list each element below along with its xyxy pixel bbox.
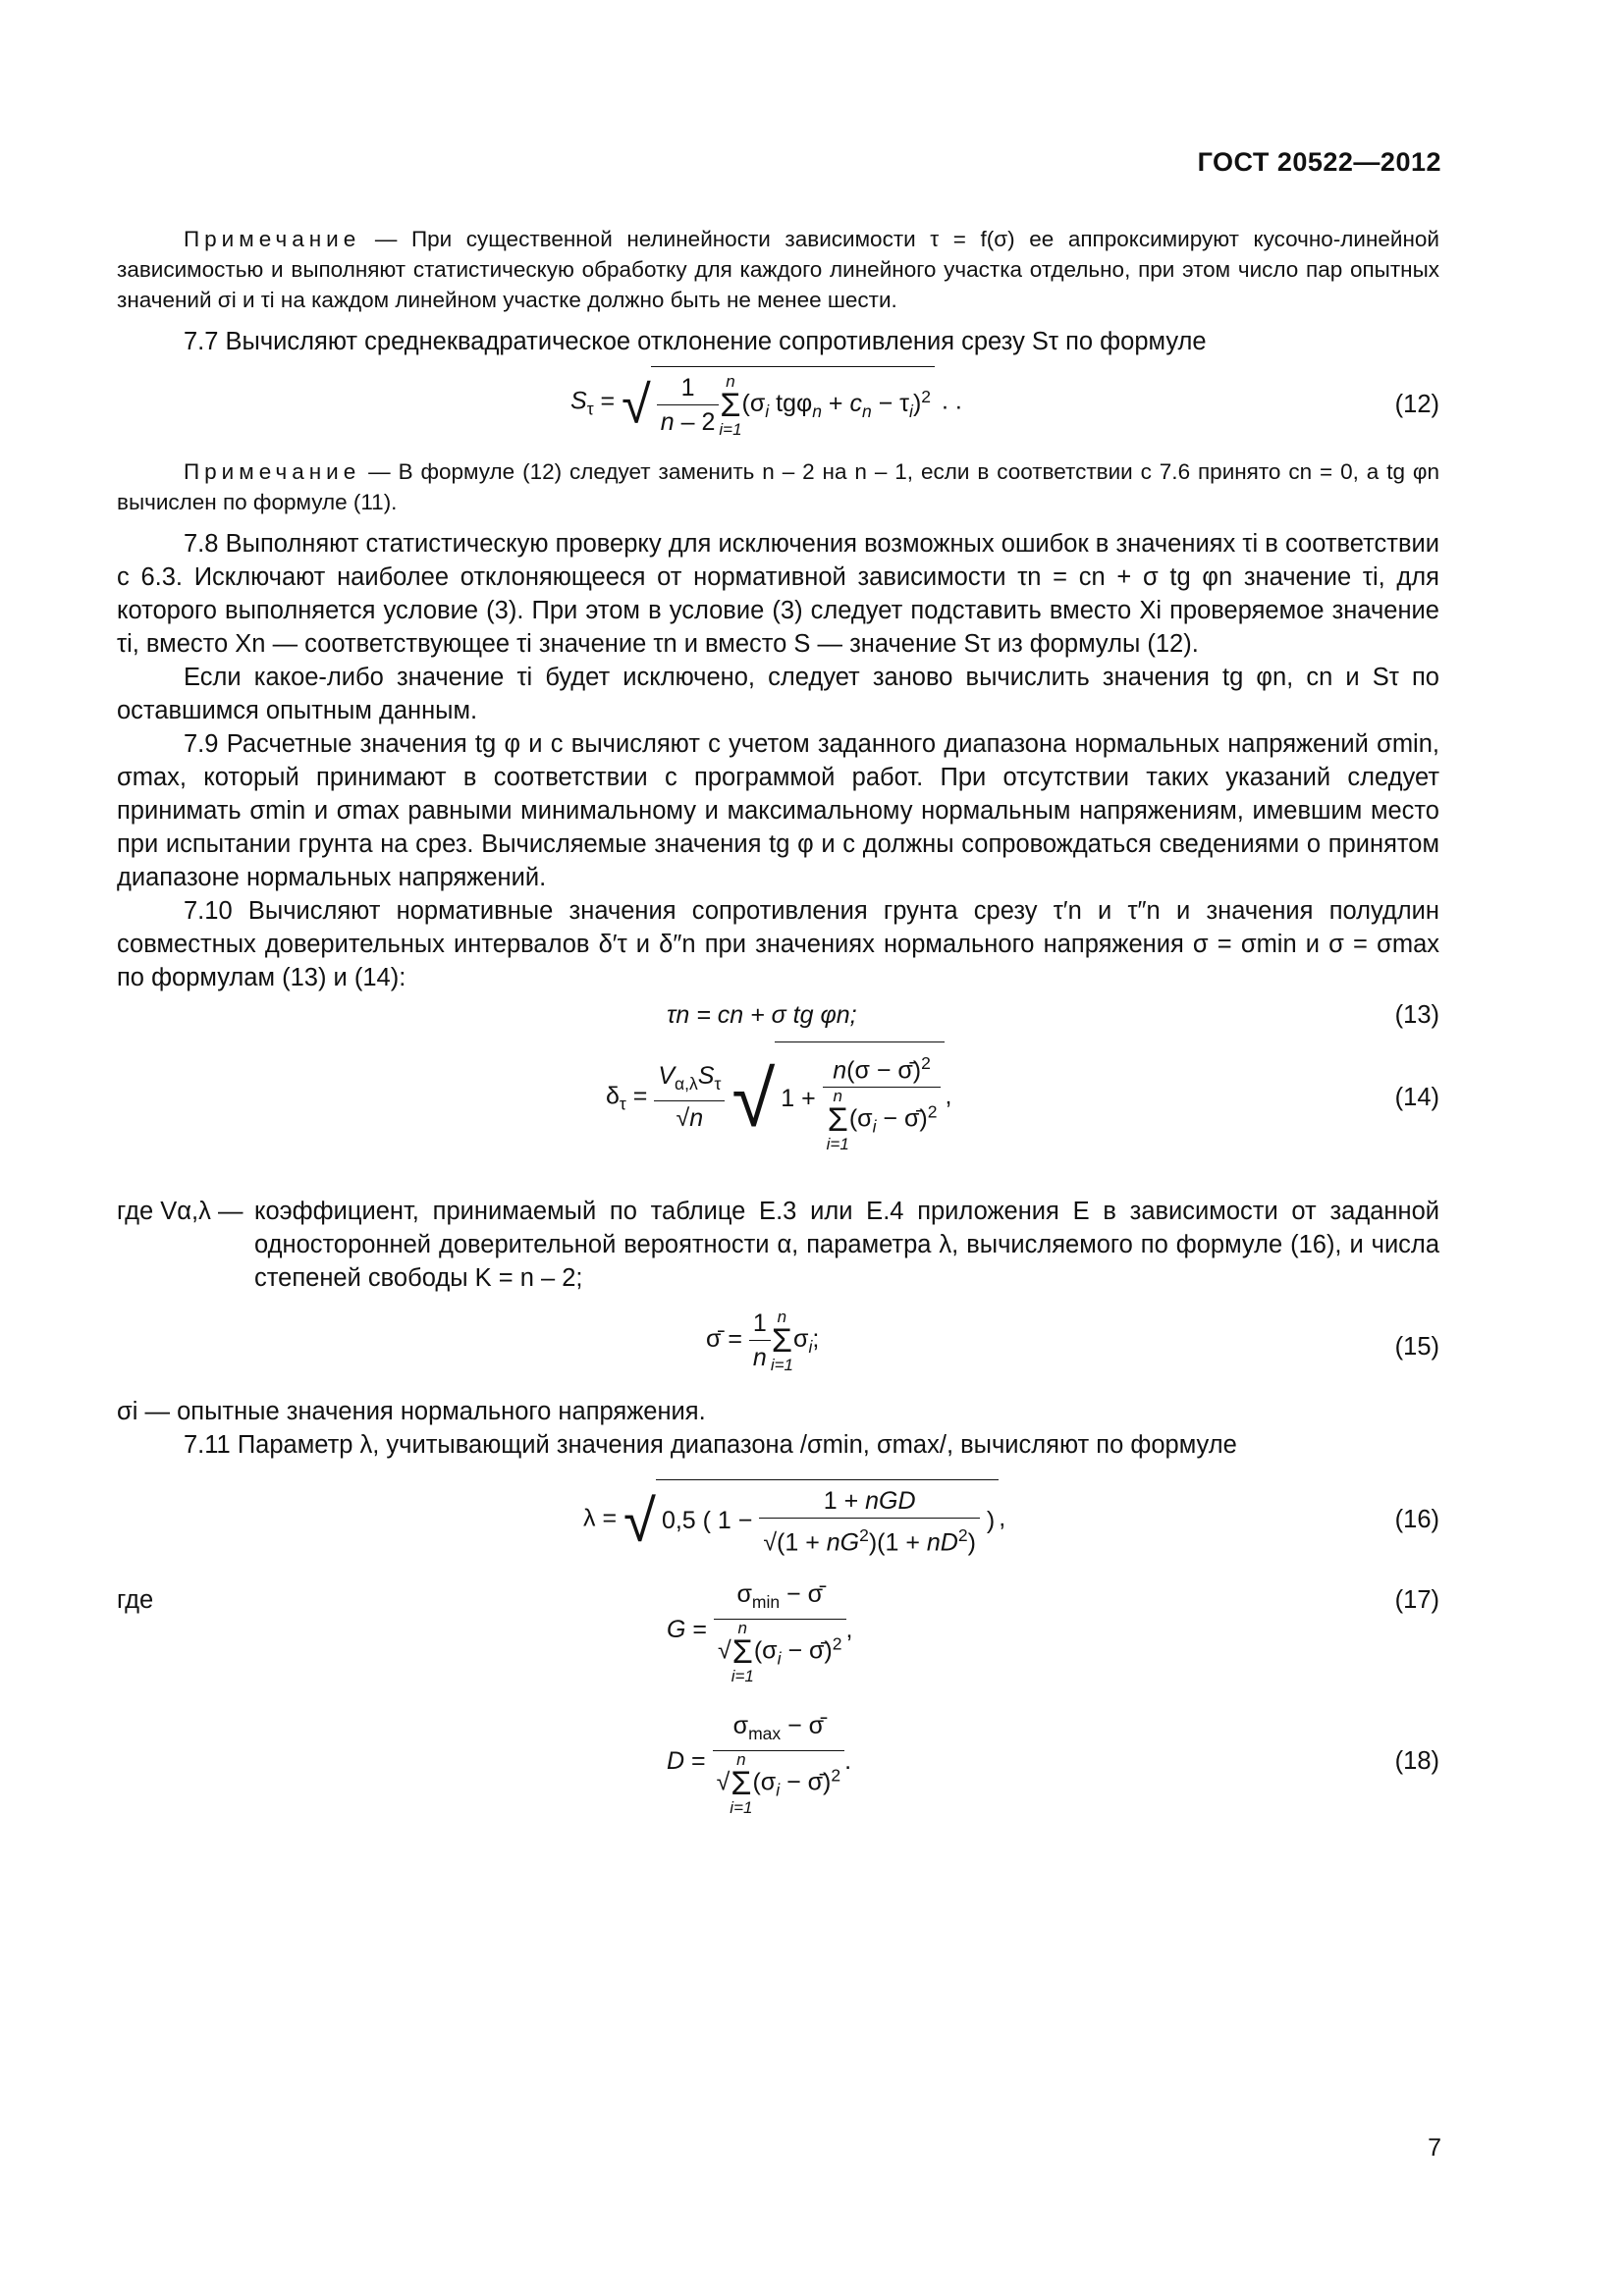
formula-12 [117, 358, 1439, 456]
formula-13-expr: τn = cn + σ tg φn; [667, 1001, 857, 1029]
where-term: где Vα,λ — [117, 1198, 244, 1225]
note-2 [117, 456, 1439, 517]
formula-18-expr: D = $\sigma_{max}$ − σ̄ √ n Σ i=1 ($\sigma_i$ − σ̄)$^2$ . [667, 1709, 851, 1816]
formula-18 [117, 1709, 1439, 1835]
note-2-text: — В формуле (12) следует заменить n – 2 на n – 1, если в соответствии с 7.6 принято cn = 0, а tg φn вычислен по формуле (11). [117, 459, 1439, 514]
formula-17 [117, 1577, 1439, 1703]
section-7-8-p1: 7.8 Выполняют статистическую проверку для исключения возможных ошибок в значениях τi в соответствии с 6.3. Исключают наиболее отклоняющееся от нормативной зависимости τn = cn + σ tg φn значение τi, для которого выполняется условие (3). При этом в условие (3) следует подставить вместо Xi проверяемое значение τi, вместо Xn — соответствующее τi значение τn и вместо S — значение Sτ из формулы (12). [117, 530, 1439, 658]
document-id: ГОСТ 20522—2012 [1197, 147, 1441, 177]
formula-13 [117, 994, 1439, 1038]
where-label: где [117, 1586, 154, 1614]
formula-16 [117, 1469, 1439, 1577]
note-label: Примечание [184, 459, 361, 484]
formula-18-number: (18) [1394, 1747, 1439, 1775]
formula-14 [117, 1038, 1439, 1181]
formula-15-number: (15) [1394, 1333, 1439, 1361]
formula-14-expr: $\delta_\tau$ = $\frac{V_{\alpha,\lambda}S_\tau}{√n}$ √ 1 + n(σ − σ̄)$^2$ n Σ i=1 ($\sigma_i$ − σ̄)$^2$ , [606, 1041, 951, 1152]
section-7-7: 7.7 Вычисляют среднеквадратическое отклонение сопротивления срезу Sτ по формуле [184, 328, 1207, 355]
formula-17-number: (17) [1394, 1586, 1439, 1614]
page-body [117, 224, 1439, 1835]
formula-12-number: (12) [1394, 391, 1439, 418]
formula-13-number: (13) [1394, 1001, 1439, 1029]
formula-16-expr: λ = √ 0,5 ( 1 − $\frac{\text{1 + nGD}}{√(1 + nG^2)(1 + nD^2)}$ ) , [583, 1479, 1005, 1559]
formula-15-expr: σ̄ = $\frac{1}{n}$ n Σ i=1 $\sigma_i$; [706, 1307, 820, 1374]
note-1-text: — При существенной нелинейности зависимости τ = f(σ) ее аппроксимируют кусочно-линейной зависимостью и выполняют статистическую обработку для каждого линейного участка отдельно, при этом число пар опытных значений σi и τi на каждом линейном участке должно быть не менее шести. [117, 227, 1439, 312]
formula-16-number: (16) [1394, 1506, 1439, 1533]
page-number: 7 [1428, 2134, 1441, 2162]
formula-12-expr: $S_\tau$ = √ $\frac{1}{n - 2}$ n Σ i=1 ($\sigma_i$ $tg\varphi_n + c_n - \tau_i)^2$ . . [570, 366, 962, 439]
formula-15 [117, 1305, 1439, 1395]
section-7-9: 7.9 Расчетные значения tg φ и c вычисляют с учетом заданного диапазона нормальных напряжений σmin, σmax, который принимают в соответствии с программой работ. При отсутствии таких указаний следует принимать σmin и σmax равными минимальному и максимальному нормальным напряжениям, имевшим место при испытании грунта на срез. Вычисляемые значения tg φ и c должны сопровождаться сведениями о принятом диапазоне нормальных напряжений. [117, 730, 1439, 891]
note-label: Примечание [184, 227, 361, 251]
note-1 [117, 224, 1439, 315]
section-7-11: 7.11 Параметр λ, учитывающий значения диапазона /σmin, σmax/, вычисляют по формуле [184, 1431, 1237, 1459]
formula-17-expr: G = $\sigma_{min}$ − σ̄ √ n Σ i=1 ($\sigma_i$ − σ̄)$^2$ , [667, 1577, 852, 1684]
section-7-10: 7.10 Вычисляют нормативные значения сопротивления грунта срезу τ′n и τ″n и значения полудлин совместных доверительных интервалов δ′τ и δ″n при значениях нормального напряжения σ = σmin и σ = σmax по формулам (13) и (14): [117, 897, 1439, 991]
formula-14-number: (14) [1394, 1084, 1439, 1111]
where-v-alpha-lambda [117, 1195, 1439, 1295]
where-definition: коэффициент, принимаемый по таблице Е.3 или Е.4 приложения Е в зависимости от заданной односторонней доверительной вероятности α, параметра λ, вычисляемого по формуле (16), и числа степеней свободы K = n – 2; [254, 1198, 1439, 1292]
section-7-8-p2: Если какое-либо значение τi будет исключено, следует заново вычислить значения tg φn, cn и Sτ по оставшимся опытным данным. [117, 664, 1439, 724]
where-sigma-i: σi — опытные значения нормального напряжения. [117, 1398, 706, 1425]
